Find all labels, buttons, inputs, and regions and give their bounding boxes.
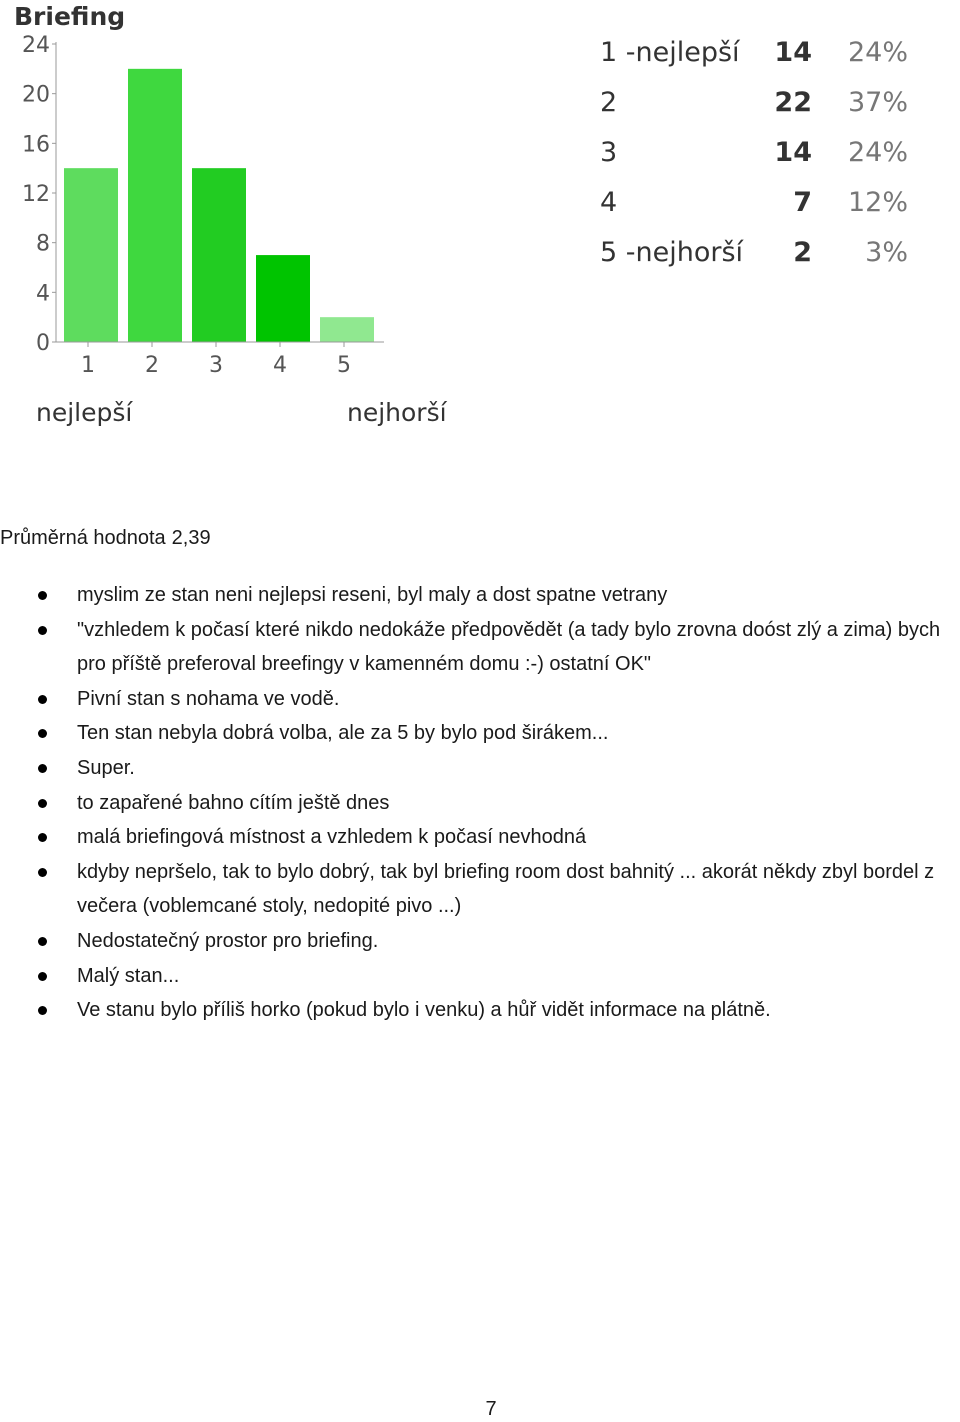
- comment-text: Malý stan...: [77, 964, 180, 987]
- y-tick-label: 4: [36, 281, 50, 307]
- bullet-icon: [38, 799, 47, 808]
- summary-count: 2: [793, 237, 812, 268]
- summary-label: 1 -nejlepší: [600, 37, 740, 68]
- comment-text: Nedostatečný prostor pro briefing.: [77, 929, 379, 952]
- bullet-icon: [38, 972, 47, 981]
- summary-row: [600, 34, 908, 84]
- list-item: [0, 578, 960, 613]
- list-item: [0, 682, 960, 717]
- list-item: [0, 993, 960, 1028]
- y-axis: [22, 33, 56, 356]
- comments-list: [0, 578, 960, 1028]
- summary-row: [600, 184, 908, 234]
- list-item: [0, 959, 960, 994]
- list-item: [0, 855, 960, 924]
- summary-count: 7: [793, 187, 812, 218]
- comment-text: to zapařené bahno cítím ještě dnes: [77, 791, 390, 814]
- x-tick-label: 2: [145, 353, 159, 378]
- y-tick-label: 16: [22, 132, 50, 158]
- average-number: 2,39: [171, 527, 211, 549]
- summary-label: 4: [600, 187, 618, 218]
- x-tick-label: 3: [209, 353, 223, 378]
- y-tick-label: 20: [22, 82, 50, 108]
- summary-count: 14: [774, 137, 812, 168]
- comment-text: Ve stanu bylo příliš horko (pokud bylo i venku) a hůř vidět informace na plátně.: [77, 999, 771, 1022]
- summary-label: 5 -nejhorší: [600, 237, 744, 268]
- bullet-icon: [38, 937, 47, 946]
- page-number: 7: [485, 1398, 497, 1420]
- bar: [256, 255, 310, 342]
- x-axis: [56, 342, 384, 378]
- summary-percent: 24%: [847, 137, 908, 168]
- summary-table: [600, 34, 908, 284]
- summary-label: 3: [600, 137, 618, 168]
- list-item: [0, 924, 960, 959]
- comment-text: "vzhledem k počasí které nikdo nedokáže předpovědět (a tady bylo zrovna doóst zlý a zima) bych pro příště preferoval breefingy v kamenném domu :-) ostatní OK": [77, 618, 941, 676]
- summary-row: [600, 84, 908, 134]
- comment-text: myslim ze stan neni nejlepsi reseni, byl maly a dost spatne vetrany: [77, 584, 668, 606]
- list-item: [0, 820, 960, 855]
- comment-text: Super.: [77, 756, 135, 779]
- bar: [128, 69, 182, 342]
- list-item: [0, 751, 960, 786]
- summary-count: 14: [774, 37, 812, 68]
- bullet-icon: [38, 626, 47, 635]
- axis-end-label-best: nejlepší: [36, 398, 133, 427]
- summary-row: [600, 134, 908, 184]
- average-label: Průměrná hodnota: [0, 527, 166, 549]
- bullet-icon: [38, 729, 47, 738]
- bar: [64, 168, 118, 342]
- bars: [64, 69, 374, 342]
- summary-label: 2: [600, 87, 618, 118]
- comment-text: Ten stan nebyla dobrá volba, ale za 5 by bylo pod širákem...: [77, 722, 609, 745]
- x-tick-label: 5: [337, 353, 351, 378]
- bullet-icon: [38, 1006, 47, 1015]
- bar: [192, 168, 246, 342]
- y-tick-label: 24: [22, 33, 50, 58]
- average-value: [0, 527, 217, 550]
- axis-end-label-worst: nejhorší: [347, 398, 447, 427]
- summary-percent: 3%: [865, 237, 908, 268]
- summary-row: [600, 234, 908, 284]
- bullet-icon: [38, 833, 47, 842]
- bullet-icon: [38, 868, 47, 877]
- comment-text: Pivní stan s nohama ve vodě.: [77, 687, 340, 710]
- bar: [320, 317, 374, 342]
- comment-text: kdyby nepršelo, tak to bylo dobrý, tak byl briefing room dost bahnitý ... akorát někdy zbyl bordel z večera (voblemcané stoly, nedopité pivo ...): [77, 860, 935, 918]
- summary-count: 22: [774, 87, 812, 118]
- x-tick-label: 1: [81, 353, 95, 378]
- y-tick-label: 0: [36, 331, 50, 356]
- list-item: [0, 613, 960, 682]
- bullet-icon: [38, 591, 47, 600]
- bar-chart: [0, 0, 400, 390]
- summary-percent: 37%: [847, 87, 908, 118]
- chart-title: Briefing: [14, 2, 126, 31]
- list-item: [0, 786, 960, 821]
- list-item: [0, 716, 960, 751]
- summary-percent: 24%: [847, 37, 908, 68]
- y-tick-label: 8: [36, 231, 50, 257]
- bullet-icon: [38, 695, 47, 704]
- y-tick-label: 12: [22, 182, 50, 207]
- bullet-icon: [38, 764, 47, 773]
- comment-text: malá briefingová místnost a vzhledem k počasí nevhodná: [77, 826, 587, 849]
- x-tick-label: 4: [273, 353, 287, 378]
- summary-percent: 12%: [847, 187, 908, 218]
